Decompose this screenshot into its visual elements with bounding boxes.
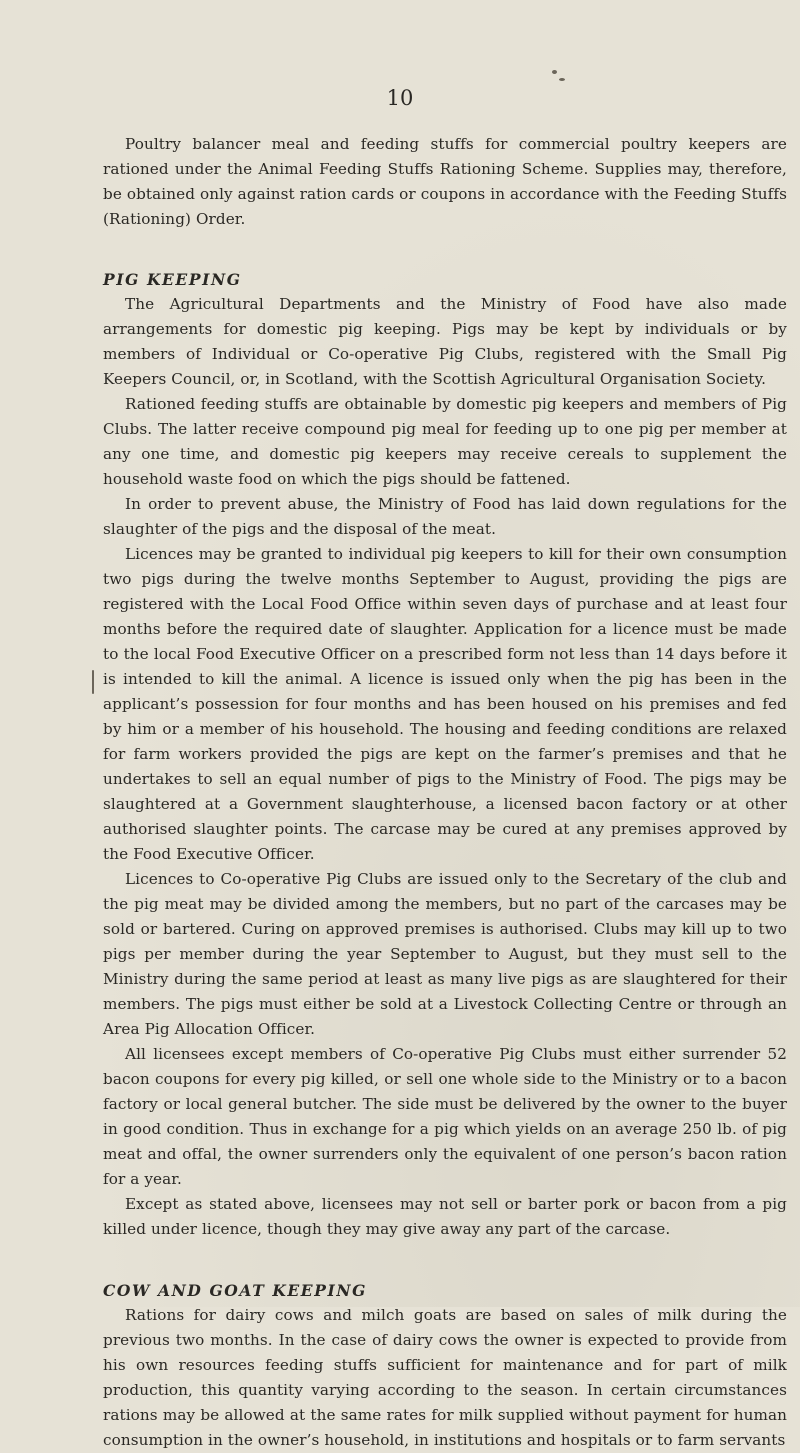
pig-keeping-section [103,267,787,1242]
pig-paragraph: Licences to Co-operative Pig Clubs are issued only to the Secretary of the club and the pig meat may be divided among the members, but no part of the carcases may be sold or bartered. Curing on approved premises is authorised. Clubs may kill up to two pigs per member during the year September to August, but they must sell to the Ministry during the same period at least as many live pigs as are slaughtered for their members. The pigs must either be sold at a Livestock Collecting Centre or through an Area Pig Allocation Officer. [103,870,787,1038]
pig-paragraph: All licensees except members of Co-operative Pig Clubs must either surrender 52 bacon coupons for every pig killed, or sell one whole side to the Ministry or to a bacon factory or local general butcher. The side must be delivered by the owner to the buyer in good condition. Thus in exchange for a pig which yields on an average 250 lb. of pig meat and offal, the owner surrenders only the equivalent of one person’s bacon ration for a year. [103,1045,787,1188]
pig-keeping-heading: PIG KEEPING [103,270,242,289]
pig-paragraph: Licences may be granted to individual pig keepers to kill for their own consumption two pigs during the twelve months September to August, providing the pigs are registered with the Local Food Office within seven days of purchase and at least four months before the required date of slaughter. Application for a licence must be made to the local Food Executive Officer on a prescribed form not less than 14 days before it is intended to kill the animal. A licence is issued only when the pig has been in the applicant’s possession for four months and has been housed on his premises and fed by him or a member of his household. The housing and feeding conditions are relaxed for farm workers provided the pigs are kept on the farmer’s premises and that he undertakes to sell an equal number of pigs to the Ministry of Food. The pigs may be slaughtered at a Government slaughterhouse, a licensed bacon factory or at other authorised slaughter points. The carcase may be cured at any premises approved by the Food Executive Officer. [103,545,787,863]
pig-paragraph: The Agricultural Departments and the Ministry of Food have also made arrangements for domestic pig keeping. Pigs may be kept by individuals or by members of Individual or Co-operative Pig Clubs, registered with the Small Pig Keepers Council, or, in Scotland, with the Scottish Agricultural Organisation Society. [103,295,787,388]
pig-paragraph: Except as stated above, licensees may not sell or barter pork or bacon from a pig killed under licence, though they may give away any part of the carcase. [103,1195,787,1238]
body-text [103,132,787,1453]
paper-speck [559,78,565,81]
pig-paragraph: In order to prevent abuse, the Ministry of Food has laid down regulations for the slaughter of the pigs and the disposal of the meat. [103,495,787,538]
cow-goat-keeping-section [103,1278,787,1453]
page-number: 10 [386,86,414,110]
intro-paragraph: Poultry balancer meal and feeding stuffs for commercial poultry keepers are rationed under the Animal Feeding Stuffs Rationing Scheme. Supplies may, therefore, be obtained only against ration cards or coupons in accordance with the Feeding Stuffs (Rationing) Order. [103,135,787,228]
cow-paragraph: Rations for dairy cows and milch goats are based on sales of milk during the previous two months. In the case of dairy cows the owner is expected to provide from his own resources feeding stuffs sufficient for maintenance and for part of milk production, this quantity varying according to the season. In certain circumstances rations may be allowed at the same rates for milk supplied without payment for human consumption in the owner’s household, in institutions and hospitals or to farm servants [103,1306,787,1449]
paper-speck [552,70,557,74]
paper-speck [92,670,94,694]
pig-paragraph: Rationed feeding stuffs are obtainable by domestic pig keepers and members of Pig Clubs. The latter receive compound pig meal for feeding up to one pig per member at any one time, and domestic pig keepers may receive cereals to supplement the household waste food on which the pigs should be fattened. [103,395,787,488]
cow-goat-keeping-heading: COW AND GOAT KEEPING [103,1281,367,1300]
